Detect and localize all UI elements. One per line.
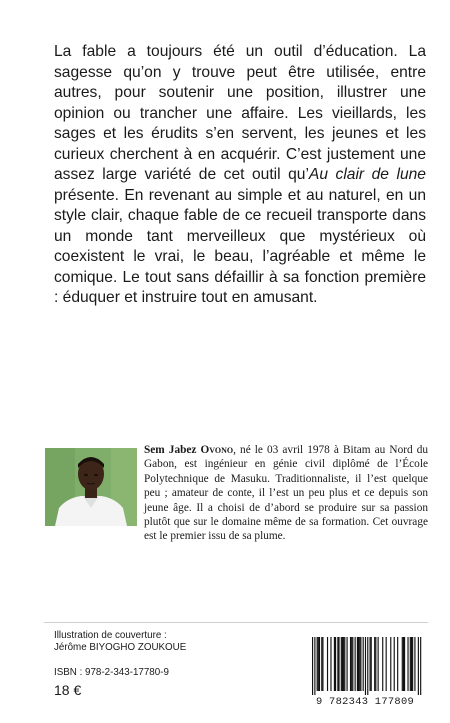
author-photo [45, 448, 137, 526]
barcode-bar [394, 637, 395, 691]
barcode-digits: 9 782343 177809 [315, 696, 415, 708]
author-given-name: Sem Jabez [144, 444, 197, 456]
barcode-bars [303, 637, 427, 695]
barcode-bar [370, 637, 371, 691]
barcode-bar [420, 637, 421, 695]
author-surname: Ovono [200, 444, 234, 456]
barcode-bar [363, 637, 364, 691]
barcode-bar [351, 637, 352, 691]
barcode-bar [386, 637, 387, 691]
barcode-bar [374, 637, 375, 691]
barcode-bar [334, 637, 335, 691]
barcode-bar [312, 637, 313, 695]
barcode [303, 637, 427, 711]
barcode-bar [337, 637, 338, 691]
barcode-bar [350, 637, 351, 691]
barcode-bar [403, 637, 404, 691]
divider [44, 622, 428, 623]
barcode-bar [317, 637, 318, 691]
barcode-bar [335, 637, 336, 691]
barcode-bar [321, 637, 322, 691]
barcode-bar [365, 637, 366, 695]
barcode-bar [318, 637, 319, 691]
barcode-bar [319, 637, 320, 691]
barcode-bar [378, 637, 379, 691]
isbn: ISBN : 978-2-343-17780-9 [54, 667, 169, 678]
barcode-bar [352, 637, 353, 691]
barcode-bar [344, 637, 345, 691]
barcode-bar [338, 637, 339, 691]
barcode-bar [410, 637, 411, 691]
barcode-bar [327, 637, 328, 691]
price: 18 € [54, 682, 82, 698]
barcode-bar [341, 637, 342, 691]
barcode-bar [343, 637, 344, 691]
barcode-bar [412, 637, 413, 691]
barcode-bar [360, 637, 361, 691]
barcode-bar [404, 637, 405, 691]
barcode-bar [390, 637, 391, 691]
barcode-bar [347, 637, 348, 691]
blurb-part-2: présente. En revenant au simple et au naturel, en un style clair, chaque fable de ce recueil transporte dans un monde tant merveilleux que mystérieux où coexistent le vrai, le beau, l’agréable et même le comique. Le tout sans défaillir à sa fonction première : éduquer et instruire tout en amusant. [54, 186, 426, 306]
barcode-bar [359, 637, 360, 691]
barcode-bar [375, 637, 376, 691]
back-cover-blurb [54, 42, 426, 309]
barcode-bar [322, 637, 323, 691]
barcode-bar [382, 637, 383, 691]
credits-label: Illustration de couverture : [54, 630, 167, 641]
barcode-bar [357, 637, 358, 691]
barcode-bar [355, 637, 356, 691]
barcode-bar [418, 637, 419, 695]
author-portrait-image [45, 448, 137, 526]
barcode-bar [414, 637, 415, 691]
barcode-bar [342, 637, 343, 691]
blurb-part-1: La fable a toujours été un outil d’éducation. La sagesse qu’on y trouve peut être utilisée, entre autres, pour soutenir une position, illustrer une opinion ou trancher une affaire. Les vieillards, les sages et les érudits s’en servent, les jeunes et les curieux cherchent à en acquérir. C’est justement une assez large variété de cet outil qu’ [54, 43, 426, 183]
barcode-bar [411, 637, 412, 691]
barcode-bar [358, 637, 359, 691]
barcode-bar [402, 637, 403, 691]
book-title-italic: Au clair de lune [308, 166, 426, 183]
barcode-bar [314, 637, 315, 695]
barcode-bar [367, 637, 368, 695]
barcode-bar [330, 637, 331, 691]
author-bio [144, 443, 428, 544]
cover-credits [54, 630, 186, 655]
barcode-bar [397, 637, 398, 691]
barcode-bar [407, 637, 408, 691]
author-bio-text: , né le 03 avril 1978 à Bitam au Nord du Gabon, est ingénieur en génie civil diplômé de l’École Polytechnique de Masuku. Traditionnaliste, il l’est quelque peu ; amateur de conte, il l’est un peu plus et ce depuis son jeune âge. Il a choisi de d’abord se produire sur sa passion plutôt que sur le domaine même de sa formation. Cet ouvrage est le premier issu de sa plume. [144, 444, 429, 543]
credits-name: Jérôme BIYOGHO ZOUKOUE [54, 642, 187, 654]
barcode-bar [371, 637, 372, 691]
